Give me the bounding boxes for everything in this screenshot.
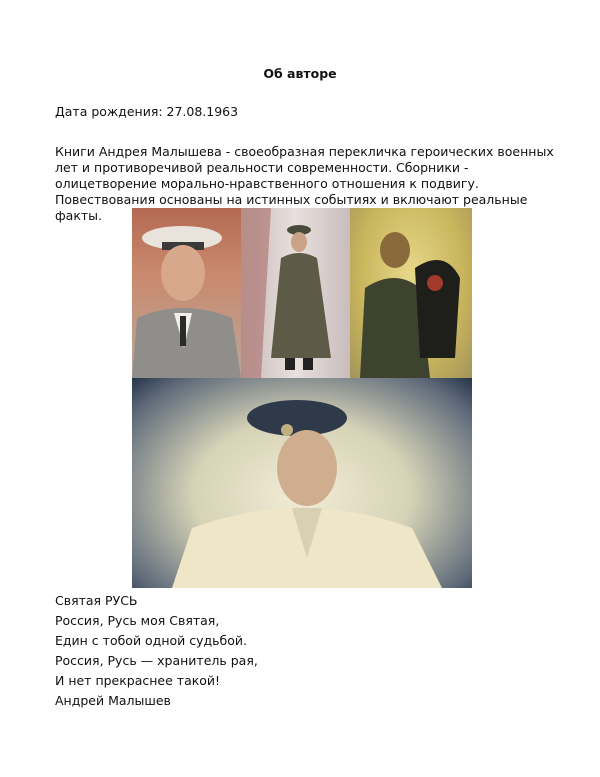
- poem-line: И нет прекраснее такой!: [55, 673, 221, 688]
- poem-line: Един с тобой одной судьбой.: [55, 633, 247, 648]
- poem-line: Россия, Русь — хранитель рая,: [55, 653, 258, 668]
- poem-line: Россия, Русь моя Святая,: [55, 613, 220, 628]
- poem-title: Святая РУСЬ: [55, 593, 138, 608]
- poem-author: Андрей Малышев: [55, 693, 171, 708]
- photo-portrait-large: [132, 378, 472, 588]
- photo-portrait-cap: [132, 208, 241, 378]
- photo-with-dog: [350, 208, 472, 378]
- photo-standing-coat: [241, 208, 350, 378]
- birth-date: Дата рождения: 27.08.1963: [55, 104, 239, 119]
- description-paragraph: Книги Андрея Малышева - своеобразная перекличка героических военных лет и противоречивой реальности современности. Сборники - олицетворение морально-нравственного отношения к подвигу. Повествования основаны на истинных событиях и включают реальные факты.: [55, 144, 554, 223]
- page-title: Об авторе: [263, 66, 337, 81]
